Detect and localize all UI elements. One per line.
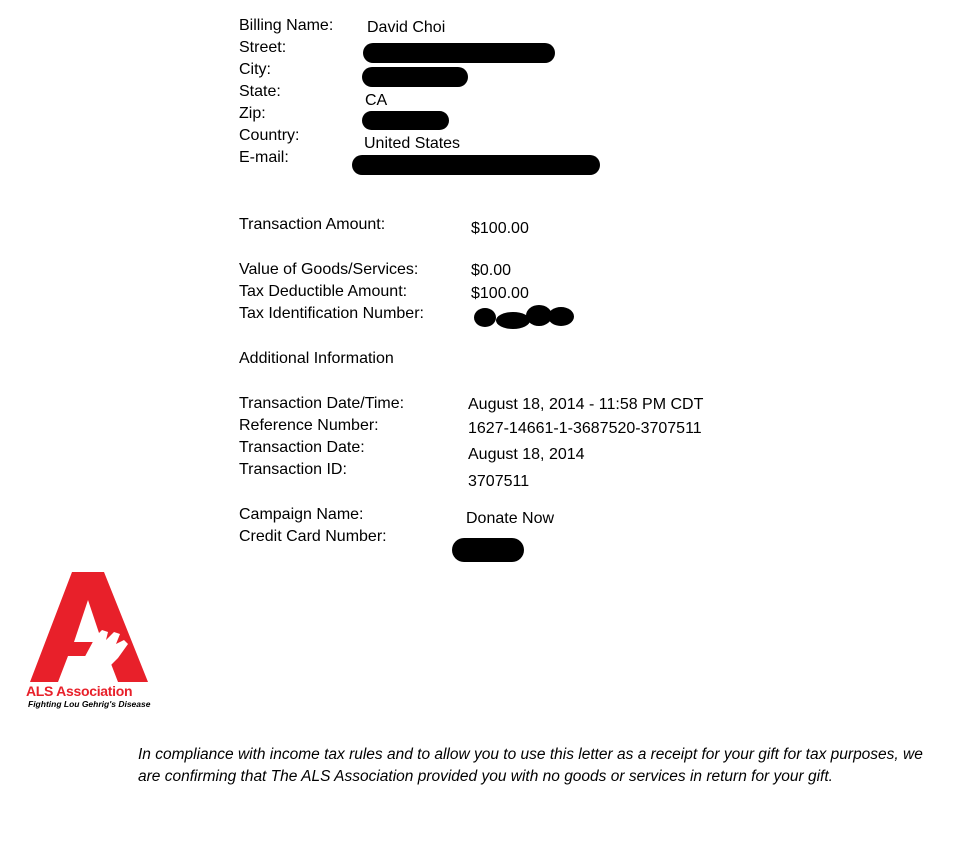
state-value: CA	[365, 92, 388, 109]
compliance-note: In compliance with income tax rules and to allow you to use this letter as a receipt for your gift for tax purposes, we are confirming that The ALS Association provided you with no goods or services in return for your gift.	[138, 746, 923, 785]
campaign-value: Donate Now	[466, 510, 555, 527]
reference-label: Reference Number:	[239, 417, 379, 434]
email-label: E-mail:	[239, 149, 289, 166]
zip-redaction	[362, 111, 449, 130]
campaign-label: Campaign Name:	[239, 506, 364, 523]
goods-services-label: Value of Goods/Services:	[239, 261, 419, 278]
transaction-id-label: Transaction ID:	[239, 461, 347, 478]
billing-name-value: David Choi	[367, 19, 446, 36]
tax-deductible-value: $100.00	[471, 285, 529, 302]
logo-name: ALS Association	[26, 683, 133, 699]
street-label: Street:	[239, 39, 287, 56]
city-redaction	[362, 67, 468, 87]
country-label: Country:	[239, 127, 300, 144]
transaction-id-value: 3707511	[468, 473, 530, 490]
tax-deductible-label: Tax Deductible Amount:	[239, 283, 408, 300]
tax-id-label: Tax Identification Number:	[239, 305, 424, 322]
goods-services-value: $0.00	[471, 262, 512, 279]
transaction-amount-value: $100.00	[471, 220, 529, 237]
reference-value: 1627-14661-1-3687520-3707511	[468, 420, 702, 437]
transaction-amount-label: Transaction Amount:	[239, 216, 386, 233]
street-redaction	[363, 43, 555, 63]
transaction-date-label: Transaction Date:	[239, 439, 365, 456]
credit-card-label: Credit Card Number:	[239, 528, 387, 545]
transaction-date-value: August 18, 2014	[468, 446, 585, 463]
city-label: City:	[239, 61, 271, 78]
credit-card-redaction	[452, 538, 524, 562]
state-label: State:	[239, 83, 281, 100]
billing-name-label: Billing Name:	[239, 17, 334, 34]
country-value: United States	[364, 135, 461, 152]
zip-label: Zip:	[239, 105, 266, 122]
email-redaction	[352, 155, 600, 175]
datetime-label: Transaction Date/Time:	[239, 395, 405, 412]
additional-info-heading: Additional Information	[239, 350, 394, 367]
datetime-value: August 18, 2014 - 11:58 PM CDT	[468, 396, 704, 413]
logo-tagline: Fighting Lou Gehrig's Disease	[28, 699, 151, 709]
